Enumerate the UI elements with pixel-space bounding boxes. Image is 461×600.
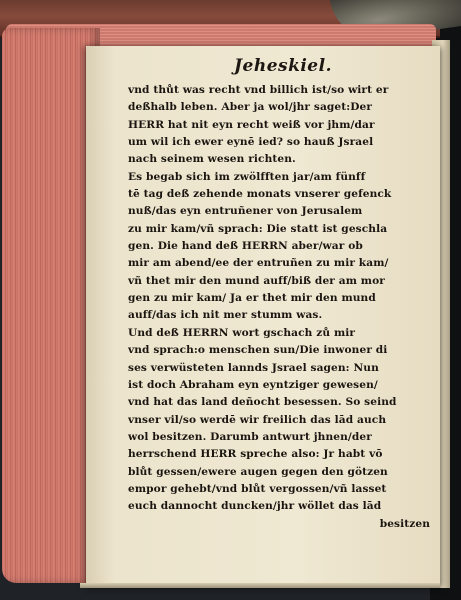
text-line: zu mir kam/vñ sprach: Die statt ist geschla <box>128 222 388 235</box>
text-line: vnser vil/so werdē wir freilich das lād auch <box>128 413 387 426</box>
text-line: mir am abend/ee der entruñen zu mir kam/ <box>128 257 389 270</box>
page-edges-bottom <box>80 583 440 588</box>
text-line: tē tag deß zehende monats vnserer gefenck <box>128 188 392 201</box>
text-line: euch dannocht duncken/jhr wöllet das lād <box>128 500 382 513</box>
text-line: ist doch Abraham eyn eyntziger gewesen/ <box>128 378 378 391</box>
text-line: Es begab sich im zwölfften jar/am fünff <box>128 170 366 183</box>
text-line: gen. Die hand deß HERRN aber/war ob <box>128 240 363 253</box>
body-text <box>128 82 430 533</box>
text-line: auff/das ich nit mer stumm was. <box>128 309 323 322</box>
text-line: nuß/das eyn entruñener von Jerusalem <box>128 205 363 218</box>
text-line: gen zu mir kam/ Ja er thet mir den mund <box>128 292 376 305</box>
text-line: empor gehebt/vnd blůt vergossen/vñ lasset <box>128 482 387 495</box>
text-line-catchword: besitzen <box>379 517 430 530</box>
text-line: vnd sprach:o menschen sun/Die inwoner di <box>128 344 388 357</box>
text-line: nach seinem wesen richten. <box>128 153 296 166</box>
text-line: Und deß HERRN wort gschach zů mir <box>128 326 356 339</box>
text-line: um wil ich ewer eynē ied? so hauß Jsrael <box>128 136 374 149</box>
text-line: herrschend HERR spreche also: Jr habt vō <box>128 448 383 461</box>
text-line: HERR hat nit eyn recht weiß vor jhm/dar <box>128 118 375 131</box>
book-page <box>86 46 440 586</box>
text-line: deßhalb leben. Aber ja wol/jhr saget:Der <box>128 101 373 114</box>
text-line: wol besitzen. Darumb antwurt jhnen/der <box>128 430 372 443</box>
running-header: Jeheskiel. <box>233 56 333 76</box>
text-line: blůt gessen/ewere augen gegen den götzen <box>128 465 388 478</box>
text-line: vnd thůt was recht vnd billich ist/so wirt er <box>128 84 389 96</box>
text-line: vñ thet mir den mund auff/biß der am mor <box>128 274 385 287</box>
text-line: vnd hat das land deñocht besessen. So seind <box>128 396 397 409</box>
text-line: ses verwüsteten lannds Jsrael sagen: Nun <box>128 361 379 374</box>
